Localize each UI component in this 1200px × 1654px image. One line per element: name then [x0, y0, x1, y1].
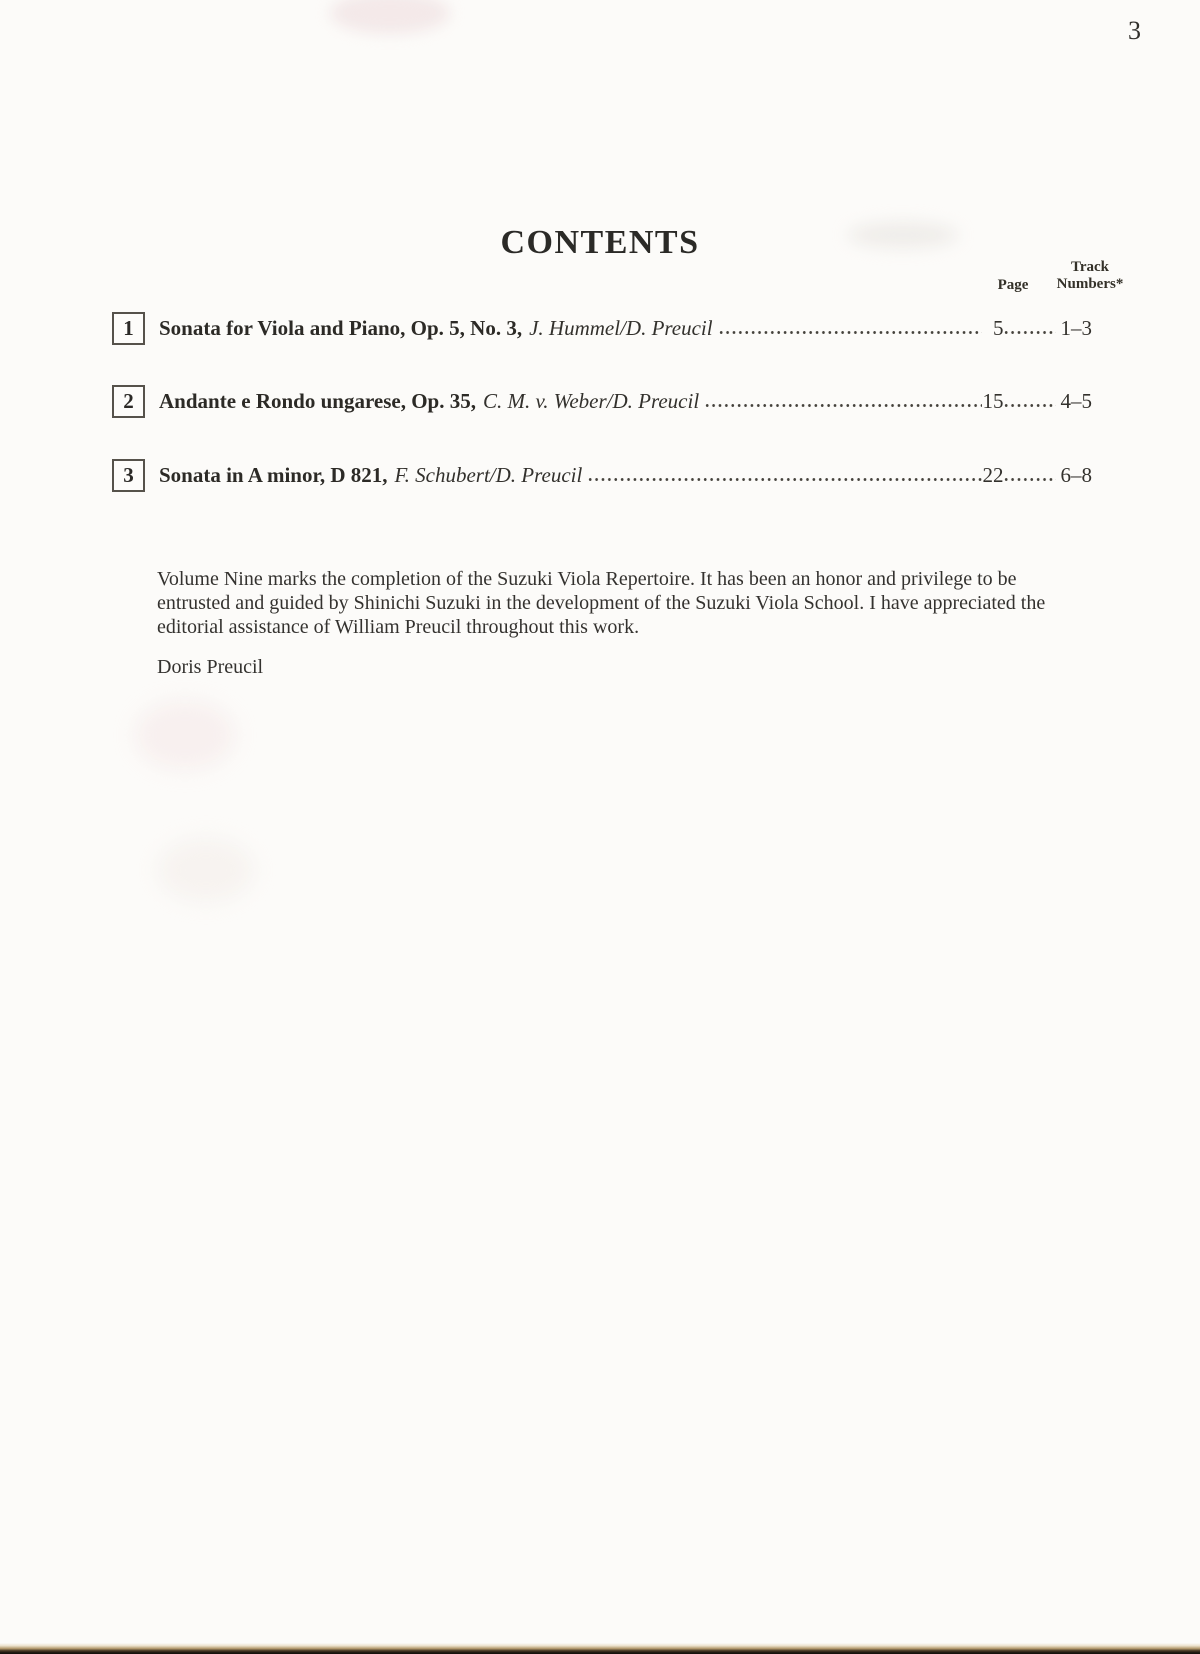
entry-composer: F. Schubert/D. Preucil	[394, 463, 583, 487]
entry-number-box: 2	[112, 385, 145, 418]
column-header-track-line2: Numbers*	[1056, 276, 1124, 292]
entry-number-box: 1	[112, 312, 145, 345]
paragraph-line: editorial assistance of William Preucil throughout this work.	[157, 616, 640, 638]
page-number: 3	[1128, 16, 1141, 45]
scan-artifact	[158, 838, 254, 902]
toc-entry-1	[112, 312, 1092, 345]
column-header-track	[1044, 259, 1136, 293]
toc-entry-3	[112, 459, 1092, 492]
entry-title: Sonata for Viola and Piano, Op. 5, No. 3,	[159, 316, 523, 340]
page-bottom-edge	[0, 1643, 1200, 1654]
dot-leader	[1004, 403, 1056, 408]
paragraph-line: Volume Nine marks the completion of the Suzuki Viola Repertoire. It has been an honor and privilege to be	[157, 568, 1017, 590]
entry-track-numbers: 1–3	[1060, 316, 1092, 340]
entry-composer: J. Hummel/D. Preucil	[529, 316, 713, 340]
entry-track-numbers: 4–5	[1060, 389, 1092, 413]
entry-composer: C. M. v. Weber/D. Preucil	[483, 389, 700, 413]
contents-heading: CONTENTS	[500, 224, 700, 261]
scan-artifact	[135, 700, 235, 770]
entry-page-number: 5	[993, 316, 1004, 340]
entry-number-box: 3	[112, 459, 145, 492]
dot-leader	[705, 403, 981, 408]
entry-title: Sonata in A minor, D 821,	[159, 463, 388, 487]
toc-entry-2	[112, 385, 1092, 418]
scan-artifact	[330, 0, 450, 34]
author-signature: Doris Preucil	[157, 656, 264, 678]
dot-leader	[588, 477, 981, 482]
paragraph-line: entrusted and guided by Shinichi Suzuki in the development of the Suzuki Viola School. I have appreciated the	[157, 592, 1046, 614]
column-header-page: Page	[997, 277, 1029, 293]
entry-title: Andante e Rondo ungarese, Op. 35,	[159, 389, 476, 413]
dot-leader	[719, 330, 982, 335]
intro-paragraph	[157, 567, 1137, 639]
entry-page-number: 15	[982, 389, 1004, 413]
dot-leader	[1004, 477, 1056, 482]
column-header-track-line1: Track	[1070, 259, 1110, 275]
entry-track-numbers: 6–8	[1060, 463, 1092, 487]
dot-leader	[1004, 330, 1056, 335]
entry-page-number: 22	[982, 463, 1004, 487]
